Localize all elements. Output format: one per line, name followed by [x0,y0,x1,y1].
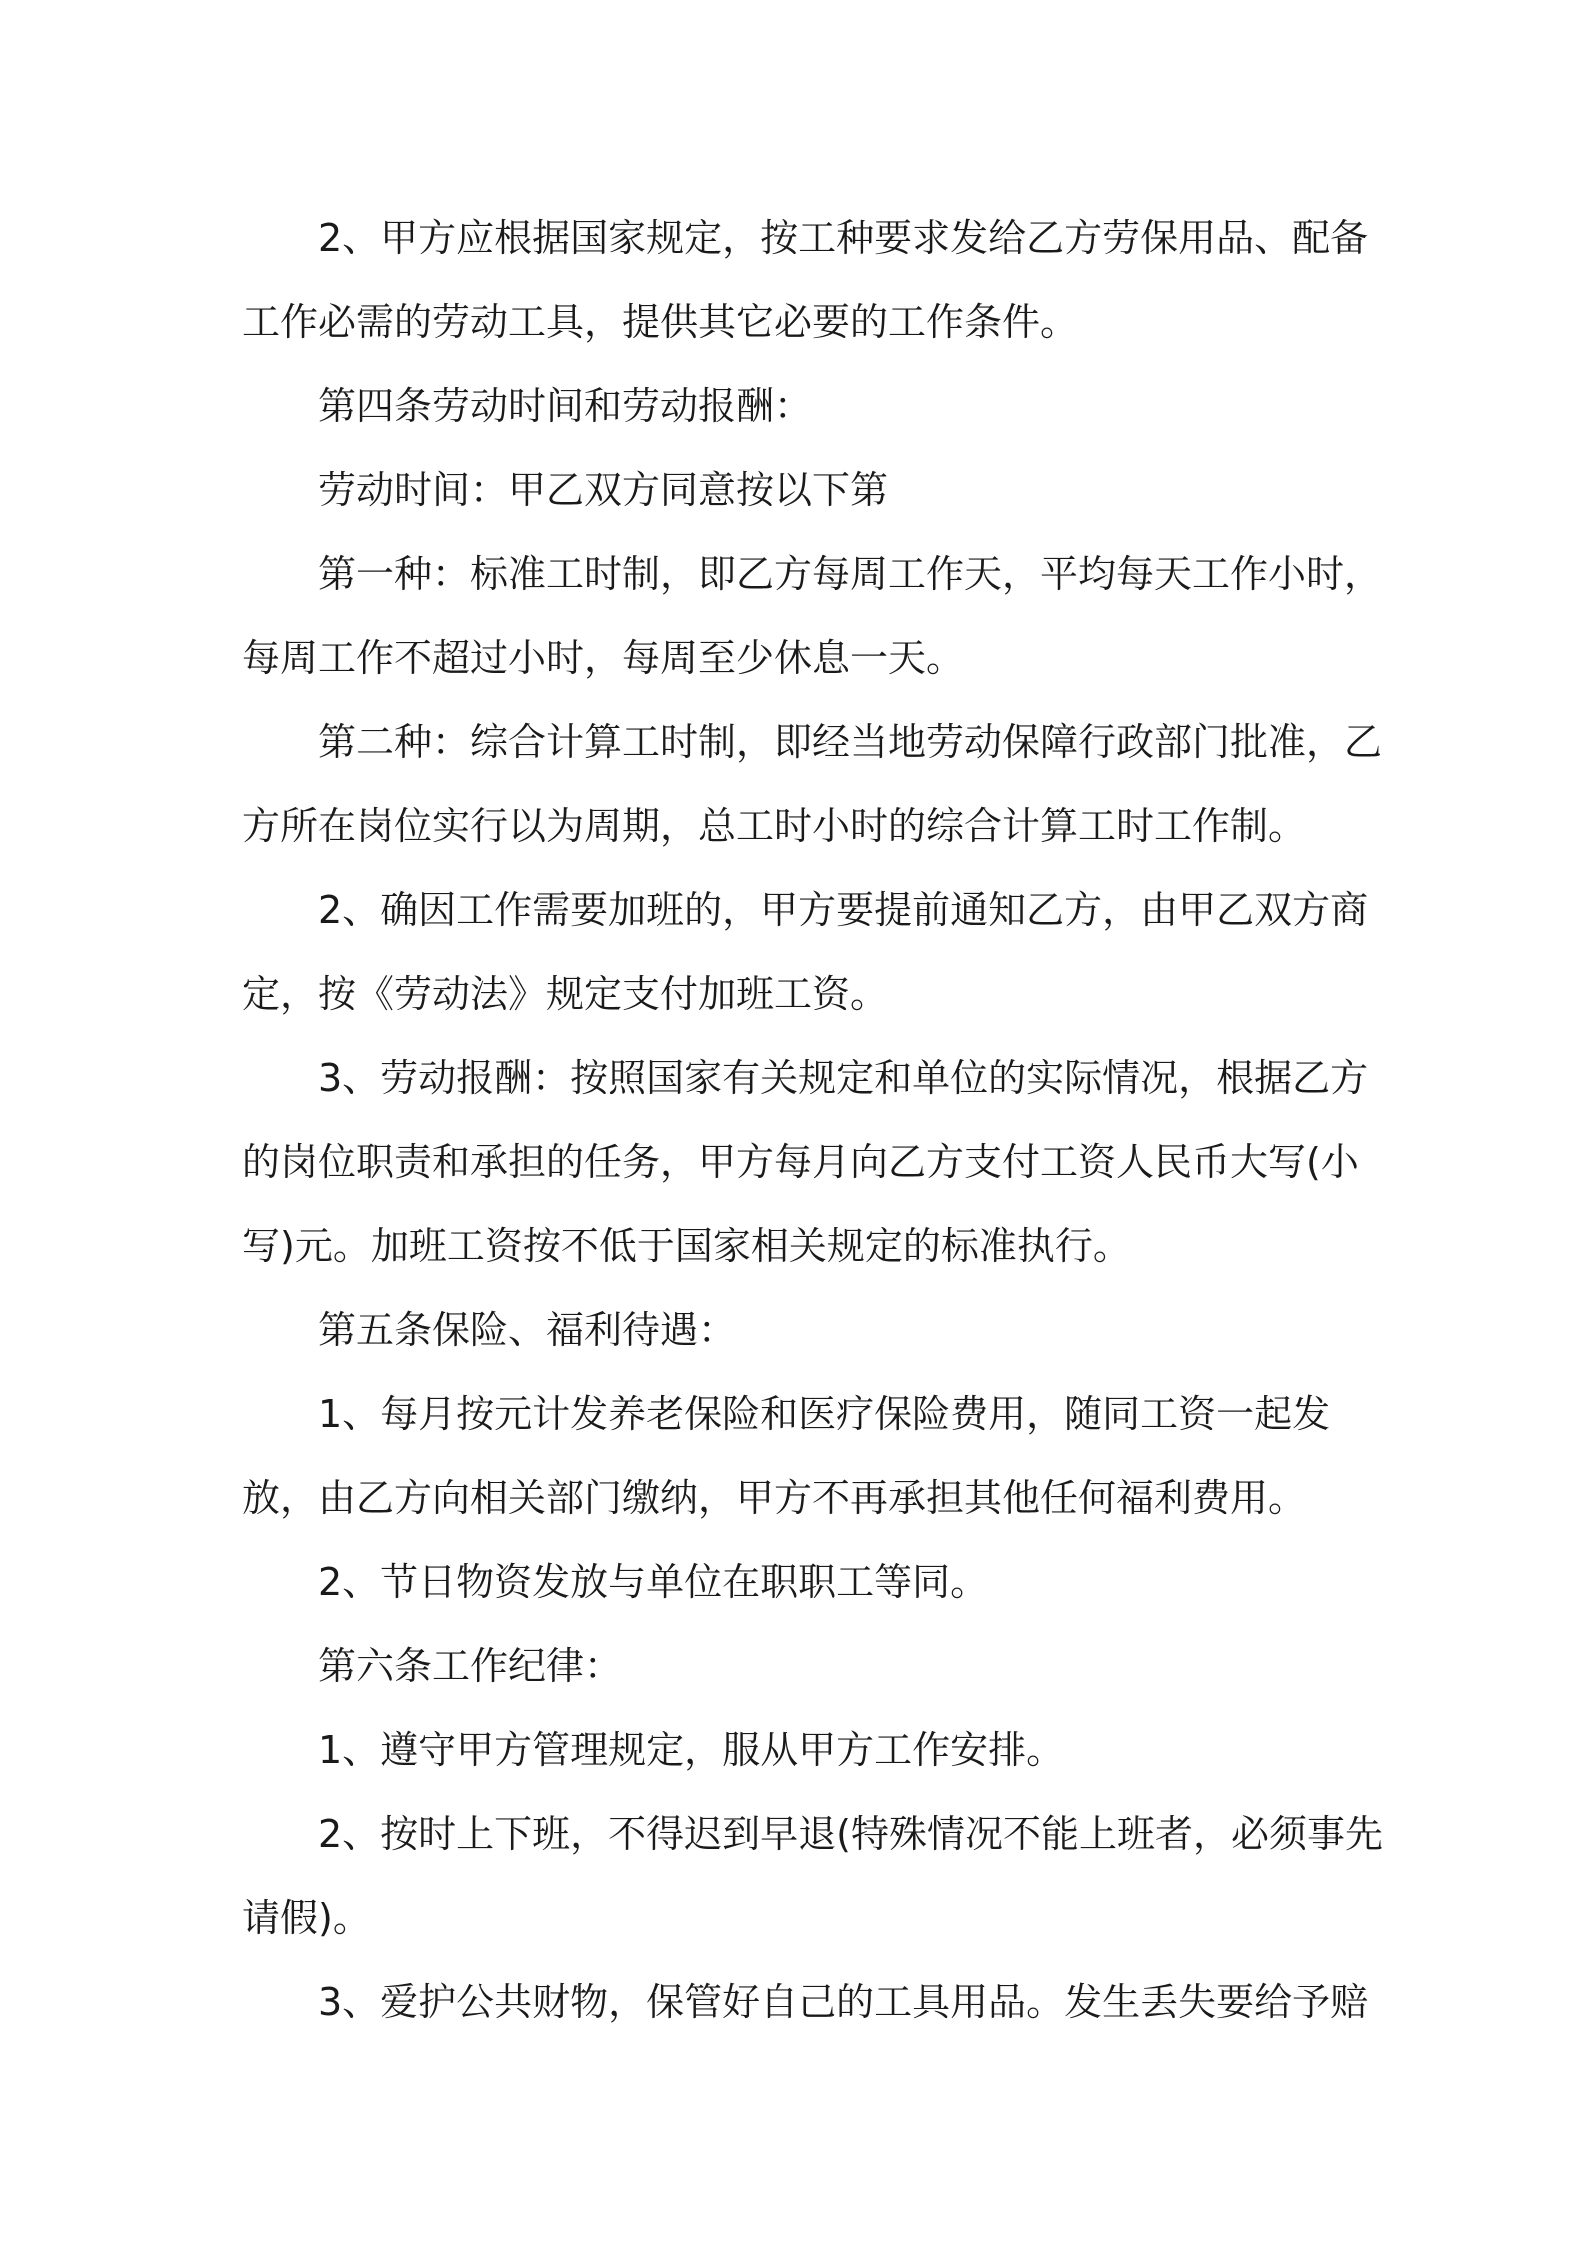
section-heading-article-4: 第四条劳动时间和劳动报酬： [318,384,813,428]
paragraph: 3、爱护公共财物，保管好自己的工具用品。发生丢失要给予赔 [318,1980,1369,2024]
paragraph: 第二种：综合计算工时制，即经当地劳动保障行政部门批准，乙方所在岗位实行以为周期，总工时小时的综合计算工时工作制。 [242,720,1383,848]
paragraph: 劳动时间：甲乙双方同意按以下第 [318,468,889,512]
paragraph: 2、按时上下班，不得迟到早退(特殊情况不能上班者，必须事先请假)。 [242,1812,1384,1940]
paragraph: 2、甲方应根据国家规定，按工种要求发给乙方劳保用品、配备工作必需的劳动工具，提供其它必要的工作条件。 [242,216,1369,344]
section-heading-article-5: 第五条保险、福利待遇： [318,1308,737,1352]
paragraph: 1、遵守甲方管理规定，服从甲方工作安排。 [318,1728,1065,1772]
document-body [242,196,1392,2044]
paragraph: 1、每月按元计发养老保险和医疗保险费用，随同工资一起发放，由乙方向相关部门缴纳，甲方不再承担其他任何福利费用。 [242,1392,1331,1520]
paragraph: 第一种：标准工时制，即乙方每周工作天，平均每天工作小时，每周工作不超过小时，每周至少休息一天。 [242,552,1383,680]
paragraph: 2、节日物资发放与单位在职职工等同。 [318,1560,989,1604]
paragraph: 3、劳动报酬：按照国家有关规定和单位的实际情况，根据乙方的岗位职责和承担的任务，甲方每月向乙方支付工资人民币大写(小写)元。加班工资按不低于国家相关规定的标准执行。 [242,1056,1369,1268]
section-heading-article-6: 第六条工作纪律： [318,1644,623,1688]
paragraph: 2、确因工作需要加班的，甲方要提前通知乙方，由甲乙双方商定，按《劳动法》规定支付加班工资。 [242,888,1369,1016]
